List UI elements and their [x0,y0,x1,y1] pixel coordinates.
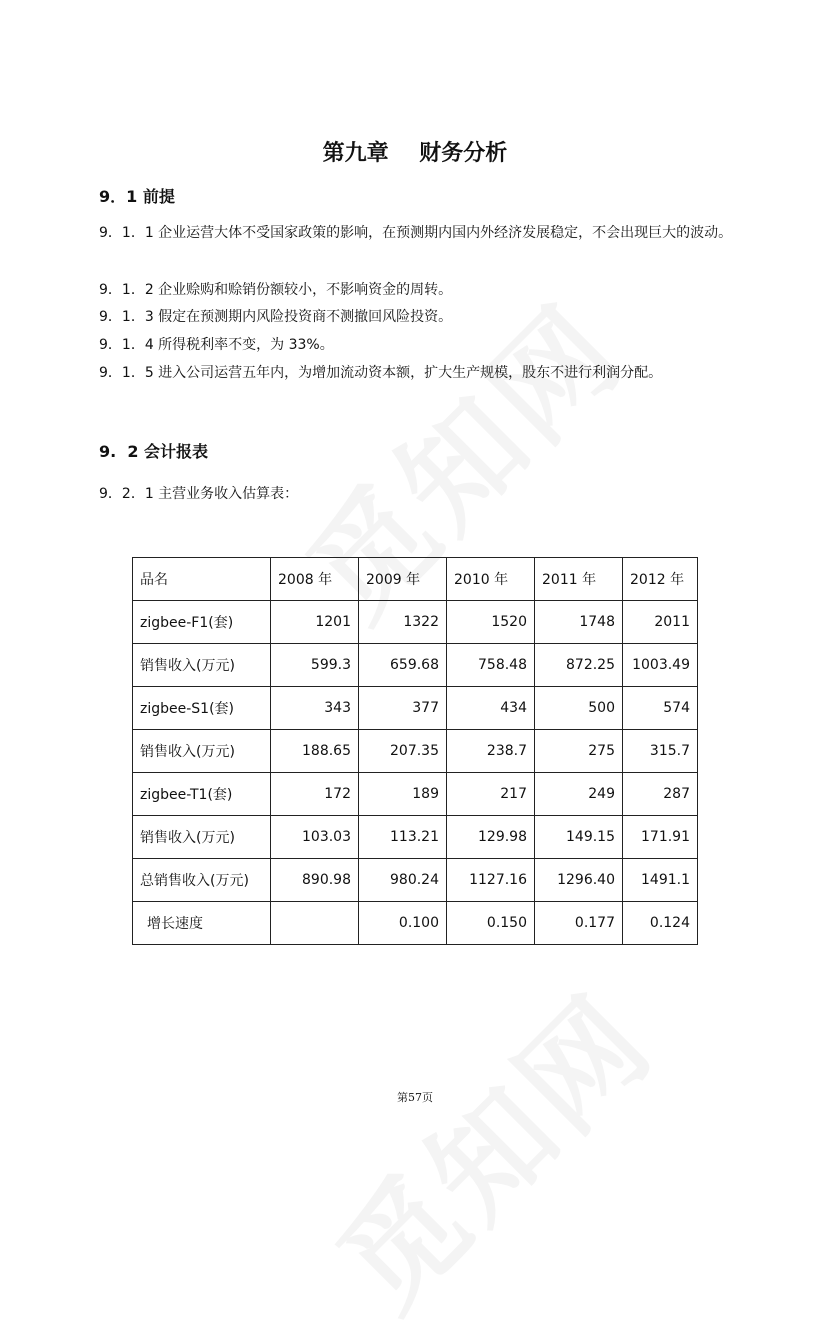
table-cell: 207.35 [359,730,447,773]
table-row [133,816,698,859]
header-cell-2009: 2009 年 [359,558,447,601]
table-cell: 890.98 [271,859,359,902]
table-cell: 0.100 [359,902,447,945]
header-cell-product: 品名 [133,558,271,601]
table-cell: 103.03 [271,816,359,859]
table-cell: 287 [623,773,698,816]
table-cell: 758.48 [447,644,535,687]
premise-9-1-3: 9．1．3 假定在预测期内风险投资商不测撤回风险投资。 [99,309,453,325]
row-label: 总销售收入(万元) [133,859,271,902]
table-cell: 1296.40 [535,859,623,902]
table-cell: 343 [271,687,359,730]
table-cell: 172 [271,773,359,816]
header-cell-2011: 2011 年 [535,558,623,601]
table-caption: 9．2．1 主营业务收入估算表： [99,486,299,502]
table-row [133,773,698,816]
row-label: 增长速度 [133,902,271,945]
table-row [133,687,698,730]
table-cell: 1520 [447,601,535,644]
table-row [133,644,698,687]
table-cell: 2011 [623,601,698,644]
table-cell: 500 [535,687,623,730]
row-label: 销售收入(万元) [133,644,271,687]
table-cell: 171.91 [623,816,698,859]
table-cell: 377 [359,687,447,730]
table-row [133,902,698,945]
table-cell: 599.3 [271,644,359,687]
section-heading-9-1: 9．1 前提 [99,187,175,206]
table-cell: 1748 [535,601,623,644]
table-cell: 1491.1 [623,859,698,902]
table-cell: 217 [447,773,535,816]
table-cell [271,902,359,945]
table-cell: 238.7 [447,730,535,773]
header-cell-2010: 2010 年 [447,558,535,601]
row-label: zigbee-F1(套) [133,601,271,644]
table-cell: 434 [447,687,535,730]
table-cell: 188.65 [271,730,359,773]
revenue-estimate-table [132,557,698,945]
header-cell-2012: 2012 年 [623,558,698,601]
table-cell: 574 [623,687,698,730]
table-row [133,859,698,902]
table-cell: 315.7 [623,730,698,773]
table-cell: 129.98 [447,816,535,859]
table-cell: 1127.16 [447,859,535,902]
table-cell: 189 [359,773,447,816]
premise-9-1-2: 9．1．2 企业赊购和赊销份额较小，不影响资金的周转。 [99,282,453,298]
chapter-title: 第九章 财务分析 [322,141,508,166]
table-cell: 1003.49 [623,644,698,687]
section-heading-9-2: 9. 2 会计报表 [99,442,209,461]
table-row [133,730,698,773]
premise-9-1-1: 9．1．1 企业运营大体不受国家政策的影响，在预测期内国内外经济发展稳定，不会出现巨大的波动。 [99,225,733,241]
table-cell: 0.124 [623,902,698,945]
table-cell: 275 [535,730,623,773]
table-cell: 1322 [359,601,447,644]
table-row [133,601,698,644]
premise-9-1-4: 9．1．4 所得税利率不变，为 33%。 [99,337,334,353]
row-label: zigbee-T1(套) [133,773,271,816]
table-cell: 149.15 [535,816,623,859]
table-cell: 980.24 [359,859,447,902]
row-label: 销售收入(万元) [133,730,271,773]
table-cell: 659.68 [359,644,447,687]
table-cell: 0.177 [535,902,623,945]
row-label: zigbee-S1(套) [133,687,271,730]
premise-9-1-5: 9．1．5 进入公司运营五年内，为增加流动资本额，扩大生产规模，股东不进行利润分配。 [99,365,663,381]
table-header-row [133,558,698,601]
table-cell: 872.25 [535,644,623,687]
page-number: 第57页 [397,1091,433,1104]
row-label: 销售收入(万元) [133,816,271,859]
table-cell: 113.21 [359,816,447,859]
table-cell: 0.150 [447,902,535,945]
table-cell: 1201 [271,601,359,644]
watermark-bottom [295,952,684,1340]
table-cell: 249 [535,773,623,816]
header-cell-2008: 2008 年 [271,558,359,601]
